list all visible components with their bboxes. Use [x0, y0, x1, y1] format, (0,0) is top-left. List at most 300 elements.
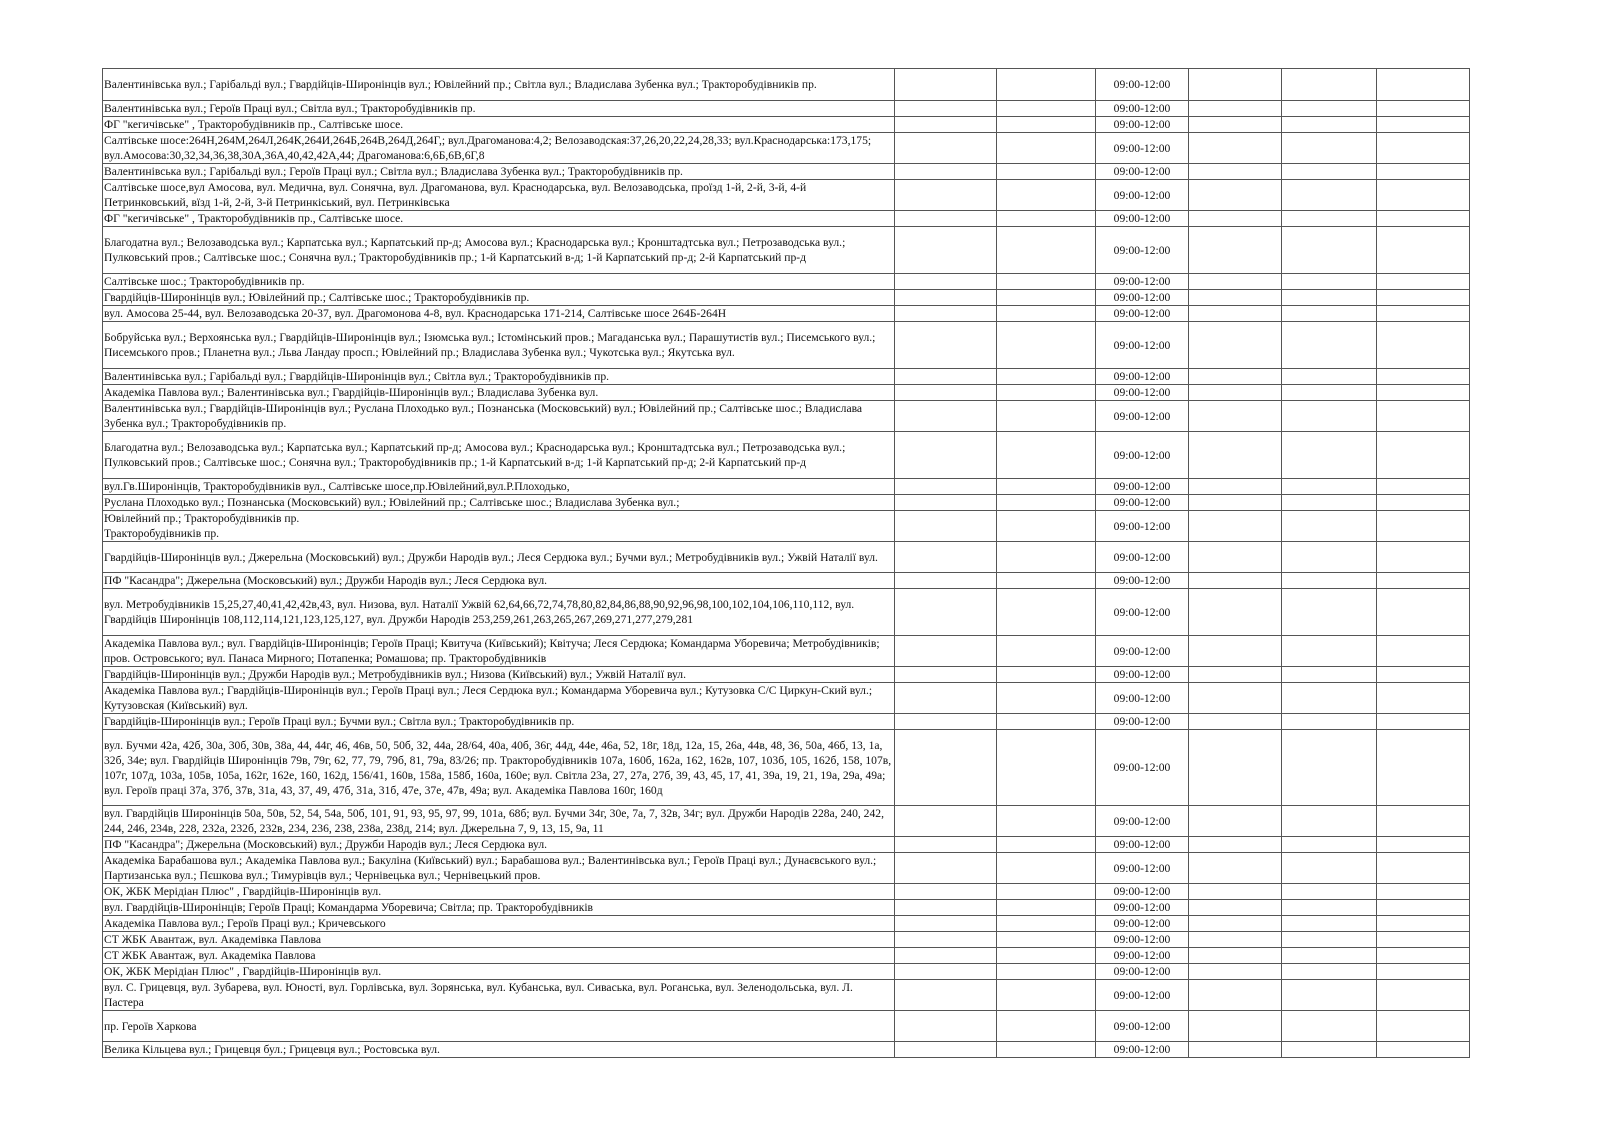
- table-body: [103, 69, 1470, 1058]
- empty-cell: [1189, 964, 1282, 980]
- empty-cell: [1189, 806, 1282, 837]
- empty-cell: [1377, 714, 1470, 730]
- empty-cell: [1377, 290, 1470, 306]
- address-cell: вул. Амосова 25-44, вул. Велозаводська 20-37, вул. Драгомонова 4-8, вул. Краснодарська 171-214, Салтівське шосе 264Б-264Н: [103, 306, 895, 322]
- empty-cell: [997, 369, 1096, 385]
- address-cell: Салтівське шосе:264Н,264М,264Л,264К,264И,264Б,264В,264Д,264Г,; вул.Драгоманова:4,2; Велозаводская:37,26,20,22,24,28,33; вул.Краснодарська:173,175; вул.Амосова:30,32,34,36,38,30А,36А,40,42,42А,44; Драгоманова:6,6Б,6В,6Г,8: [103, 133, 895, 164]
- empty-cell: [1189, 730, 1282, 806]
- empty-cell: [997, 479, 1096, 495]
- empty-cell: [1189, 980, 1282, 1011]
- empty-cell: [895, 211, 997, 227]
- empty-cell: [1189, 884, 1282, 900]
- empty-cell: [1377, 806, 1470, 837]
- empty-cell: [895, 932, 997, 948]
- address-cell: вул. С. Грицевця, вул. Зубарева, вул. Юності, вул. Горлівська, вул. Зорянська, вул. Кубанська, вул. Сиваська, вул. Роганська, вул. Зеленодольська, вул. Л. Пастера: [103, 980, 895, 1011]
- address-cell: вул. Гвардійців Широнінців 50а, 50в, 52, 54, 54а, 50б, 101, 91, 93, 95, 97, 99, 101а, 68б; вул. Бучми 34г, 30е, 7а, 7, 32в, 34г; вул. Дружби Народів 228а, 240, 242, 244, 246, 234в, 228, 232а, 232б, 232в, 234, 236, 238, 238а, 238д, 214; вул. Джерельна 7, 9, 13, 15, 9а, 11: [103, 806, 895, 837]
- empty-cell: [895, 884, 997, 900]
- address-cell: Валентинівська вул.; Героїв Праці вул.; Світла вул.; Тракторобудівників пр.: [103, 101, 895, 117]
- time-cell: 09:00-12:00: [1096, 667, 1189, 683]
- time-cell: 09:00-12:00: [1096, 164, 1189, 180]
- empty-cell: [1189, 636, 1282, 667]
- empty-cell: [1189, 511, 1282, 542]
- table-row: [103, 306, 1470, 322]
- empty-cell: [1189, 101, 1282, 117]
- time-cell: 09:00-12:00: [1096, 69, 1189, 101]
- empty-cell: [1189, 274, 1282, 290]
- time-cell: 09:00-12:00: [1096, 306, 1189, 322]
- empty-cell: [1377, 837, 1470, 853]
- time-cell: 09:00-12:00: [1096, 714, 1189, 730]
- address-cell: вул.Гв.Широнінців, Тракторобудівників вул., Салтівське шосе,пр.Ювілейний,вул.Р.Плоходько,: [103, 479, 895, 495]
- empty-cell: [1282, 101, 1377, 117]
- table-row: [103, 511, 1470, 542]
- table-row: [103, 1042, 1470, 1058]
- empty-cell: [895, 806, 997, 837]
- time-cell: 09:00-12:00: [1096, 274, 1189, 290]
- empty-cell: [1377, 432, 1470, 479]
- address-cell: Академіка Павлова вул.; Героїв Праці вул.; Кричевського: [103, 916, 895, 932]
- table-row: [103, 948, 1470, 964]
- empty-cell: [895, 837, 997, 853]
- address-cell: Гвардійців-Широнінців вул.; Героїв Праці вул.; Бучми вул.; Світла вул.; Тракторобудівників пр.: [103, 714, 895, 730]
- empty-cell: [1282, 884, 1377, 900]
- time-cell: 09:00-12:00: [1096, 730, 1189, 806]
- table-row: [103, 274, 1470, 290]
- time-cell: 09:00-12:00: [1096, 916, 1189, 932]
- empty-cell: [895, 180, 997, 211]
- time-cell: 09:00-12:00: [1096, 636, 1189, 667]
- time-cell: 09:00-12:00: [1096, 853, 1189, 884]
- table-row: [103, 211, 1470, 227]
- empty-cell: [997, 164, 1096, 180]
- empty-cell: [1377, 948, 1470, 964]
- time-cell: 09:00-12:00: [1096, 1011, 1189, 1042]
- empty-cell: [997, 542, 1096, 573]
- time-cell: 09:00-12:00: [1096, 806, 1189, 837]
- address-cell: пр. Героїв Харкова: [103, 1011, 895, 1042]
- empty-cell: [895, 101, 997, 117]
- empty-cell: [1282, 180, 1377, 211]
- empty-cell: [997, 636, 1096, 667]
- empty-cell: [895, 714, 997, 730]
- empty-cell: [1282, 636, 1377, 667]
- empty-cell: [1282, 730, 1377, 806]
- empty-cell: [1189, 853, 1282, 884]
- empty-cell: [1377, 211, 1470, 227]
- empty-cell: [1282, 227, 1377, 274]
- empty-cell: [997, 900, 1096, 916]
- address-cell: Руслана Плоходько вул.; Познанська (Московський) вул.; Ювілейний пр.; Салтівське шос.; Владислава Зубенка вул.;: [103, 495, 895, 511]
- empty-cell: [997, 101, 1096, 117]
- empty-cell: [895, 479, 997, 495]
- empty-cell: [997, 495, 1096, 511]
- empty-cell: [997, 714, 1096, 730]
- empty-cell: [1377, 573, 1470, 589]
- address-stack: [104, 511, 893, 541]
- empty-cell: [1282, 964, 1377, 980]
- empty-cell: [1189, 916, 1282, 932]
- empty-cell: [1189, 164, 1282, 180]
- empty-cell: [1282, 853, 1377, 884]
- empty-cell: [895, 133, 997, 164]
- empty-cell: [895, 980, 997, 1011]
- empty-cell: [1189, 322, 1282, 369]
- empty-cell: [895, 916, 997, 932]
- time-cell: 09:00-12:00: [1096, 683, 1189, 714]
- empty-cell: [1377, 589, 1470, 636]
- empty-cell: [1377, 1011, 1470, 1042]
- empty-cell: [1377, 164, 1470, 180]
- empty-cell: [1377, 900, 1470, 916]
- empty-cell: [1189, 948, 1282, 964]
- table-row: [103, 69, 1470, 101]
- empty-cell: [1282, 322, 1377, 369]
- empty-cell: [1189, 133, 1282, 164]
- empty-cell: [997, 884, 1096, 900]
- address-cell: Валентинівська вул.; Гвардійців-Широнінців вул.; Руслана Плоходько вул.; Познанська (Московський) вул.; Ювілейний пр.; Салтівське шос.; Владислава Зубенка вул.; Тракторобудівників пр.: [103, 401, 895, 432]
- address-cell: Академіка Павлова вул.; Гвардійців-Широнінців вул.; Героїв Праці вул.; Леся Сердюка вул.; Командарма Уборевича вул.; Кутузовка С/С Циркун-Ский вул.; Кутузовская (Київський) вул.: [103, 683, 895, 714]
- table-row: [103, 133, 1470, 164]
- empty-cell: [1377, 180, 1470, 211]
- empty-cell: [997, 806, 1096, 837]
- address-cell: Академіка Барабашова вул.; Академіка Павлова вул.; Бакуліна (Київський) вул.; Барабашова вул.; Валентинівська вул.; Героїв Праці вул.; Дунаєвського вул.; Партизанська вул.; Пєшкова вул.; Тимурівців вул.; Чернівецька вул.; Чернівецький пров.: [103, 853, 895, 884]
- address-cell: Гвардійців-Широнінців вул.; Дружби Народів вул.; Метробудівників вул.; Низова (Київський) вул.; Ужвій Наталії вул.: [103, 667, 895, 683]
- time-cell: 09:00-12:00: [1096, 900, 1189, 916]
- empty-cell: [997, 117, 1096, 133]
- empty-cell: [1282, 511, 1377, 542]
- table-row: [103, 117, 1470, 133]
- empty-cell: [1189, 211, 1282, 227]
- empty-cell: [1282, 837, 1377, 853]
- time-cell: 09:00-12:00: [1096, 401, 1189, 432]
- empty-cell: [1282, 916, 1377, 932]
- address-cell: Гвардійців-Широнінців вул.; Ювілейний пр.; Салтівське шос.; Тракторобудівників пр.: [103, 290, 895, 306]
- empty-cell: [997, 1011, 1096, 1042]
- empty-cell: [1282, 385, 1377, 401]
- time-cell: 09:00-12:00: [1096, 837, 1189, 853]
- empty-cell: [1377, 369, 1470, 385]
- empty-cell: [895, 636, 997, 667]
- empty-cell: [997, 948, 1096, 964]
- table-row: [103, 542, 1470, 573]
- empty-cell: [1377, 636, 1470, 667]
- empty-cell: [1189, 479, 1282, 495]
- table-row: [103, 964, 1470, 980]
- address-cell: вул. Гвардійців-Широнінців; Героїв Праці; Командарма Уборевича; Світла; пр. Тракторобудівників: [103, 900, 895, 916]
- empty-cell: [1377, 385, 1470, 401]
- empty-cell: [1377, 730, 1470, 806]
- empty-cell: [895, 306, 997, 322]
- empty-cell: [895, 432, 997, 479]
- empty-cell: [895, 964, 997, 980]
- empty-cell: [1282, 117, 1377, 133]
- empty-cell: [1282, 1011, 1377, 1042]
- empty-cell: [1189, 667, 1282, 683]
- table-row: [103, 683, 1470, 714]
- address-cell: СТ ЖБК Авантаж, вул. Академівка Павлова: [103, 932, 895, 948]
- empty-cell: [1189, 227, 1282, 274]
- empty-cell: [895, 290, 997, 306]
- address-cell: Велика Кільцева вул.; Грицевця бул.; Грицевця вул.; Ростовська вул.: [103, 1042, 895, 1058]
- empty-cell: [1189, 1042, 1282, 1058]
- empty-cell: [997, 306, 1096, 322]
- time-cell: 09:00-12:00: [1096, 180, 1189, 211]
- address-cell: ОК, ЖБК Мерідіан Плюс" , Гвардійців-Широнінців вул.: [103, 964, 895, 980]
- time-cell: 09:00-12:00: [1096, 495, 1189, 511]
- time-cell: 09:00-12:00: [1096, 1042, 1189, 1058]
- empty-cell: [1377, 511, 1470, 542]
- empty-cell: [1282, 133, 1377, 164]
- empty-cell: [895, 369, 997, 385]
- empty-cell: [1282, 369, 1377, 385]
- empty-cell: [997, 683, 1096, 714]
- time-cell: 09:00-12:00: [1096, 322, 1189, 369]
- empty-cell: [895, 511, 997, 542]
- time-cell: 09:00-12:00: [1096, 511, 1189, 542]
- empty-cell: [997, 980, 1096, 1011]
- table-row: [103, 369, 1470, 385]
- table-row: [103, 916, 1470, 932]
- empty-cell: [1189, 401, 1282, 432]
- address-cell: Валентинівська вул.; Гарібальді вул.; Гвардійців-Широнінців вул.; Ювілейний пр.; Світла вул.; Владислава Зубенка вул.; Тракторобудівників пр.: [103, 69, 895, 101]
- table-row: [103, 322, 1470, 369]
- address-cell: ПФ "Касандра"; Джерельна (Московський) вул.; Дружби Народів вул.; Леся Сердюка вул.: [103, 837, 895, 853]
- empty-cell: [1282, 542, 1377, 573]
- address-cell: Бобруйська вул.; Верхоянська вул.; Гвардійців-Широнінців вул.; Ізюмська вул.; Істомінський пров.; Магаданська вул.; Парашутистів вул.; Писемського вул.; Писемського пров.; Планетна вул.; Льва Ландау просп.; Ювілейний пр.; Владислава Зубенка вул.; Чукотська вул.; Якутська вул.: [103, 322, 895, 369]
- time-cell: 09:00-12:00: [1096, 884, 1189, 900]
- empty-cell: [997, 511, 1096, 542]
- time-cell: 09:00-12:00: [1096, 432, 1189, 479]
- empty-cell: [1282, 667, 1377, 683]
- empty-cell: [997, 385, 1096, 401]
- empty-cell: [997, 964, 1096, 980]
- empty-cell: [1282, 495, 1377, 511]
- empty-cell: [997, 401, 1096, 432]
- empty-cell: [1282, 1042, 1377, 1058]
- empty-cell: [1282, 211, 1377, 227]
- empty-cell: [1189, 385, 1282, 401]
- address-cell: Гвардійців-Широнінців вул.; Джерельна (Московський) вул.; Дружби Народів вул.; Леся Сердюка вул.; Бучми вул.; Метробудівників вул.; Ужвій Наталії вул.: [103, 542, 895, 573]
- empty-cell: [997, 133, 1096, 164]
- empty-cell: [1377, 306, 1470, 322]
- empty-cell: [1189, 542, 1282, 573]
- empty-cell: [997, 667, 1096, 683]
- time-cell: 09:00-12:00: [1096, 980, 1189, 1011]
- time-cell: 09:00-12:00: [1096, 211, 1189, 227]
- empty-cell: [1189, 714, 1282, 730]
- table-row: [103, 853, 1470, 884]
- table-row: [103, 573, 1470, 589]
- time-cell: 09:00-12:00: [1096, 101, 1189, 117]
- empty-cell: [1282, 69, 1377, 101]
- empty-cell: [1282, 306, 1377, 322]
- address-text: Ювілейний пр.; Тракторобудівників пр.: [104, 512, 300, 525]
- time-cell: 09:00-12:00: [1096, 369, 1189, 385]
- empty-cell: [997, 916, 1096, 932]
- empty-cell: [1189, 69, 1282, 101]
- empty-cell: [1189, 290, 1282, 306]
- empty-cell: [1377, 495, 1470, 511]
- empty-cell: [997, 180, 1096, 211]
- table-row: [103, 164, 1470, 180]
- time-cell: 09:00-12:00: [1096, 290, 1189, 306]
- empty-cell: [1377, 322, 1470, 369]
- address-cell: Валентинівська вул.; Гарібальді вул.; Героїв Праці вул.; Світла вул.; Владислава Зубенка вул.; Тракторобудівників пр.: [103, 164, 895, 180]
- address-cell: Салтівське шосе,вул Амосова, вул. Медична, вул. Сонячна, вул. Драгоманова, вул. Краснодарська, вул. Велозаводська, проїзд 1-й, 2-й, 3-й, 4-й Петринковський, вїзд 1-й, 2-й, 3-й Петринкіський, вул. Петринківська: [103, 180, 895, 211]
- empty-cell: [1377, 964, 1470, 980]
- empty-cell: [1189, 683, 1282, 714]
- outage-schedule-table: [102, 68, 1470, 1058]
- empty-cell: [1377, 683, 1470, 714]
- empty-cell: [895, 542, 997, 573]
- empty-cell: [895, 1011, 997, 1042]
- empty-cell: [1282, 401, 1377, 432]
- address-cell: вул. Метробудівників 15,25,27,40,41,42,42в,43, вул. Низова, вул. Наталії Ужвій 62,64,66,72,74,78,80,82,84,86,88,90,92,96,98,100,102,104,106,110,112, вул. Гвардійців Широнінців 108,112,114,121,123,125,127, вул. Дружби Народів 253,259,261,263,265,267,269,271,277,279,281: [103, 589, 895, 636]
- time-cell: 09:00-12:00: [1096, 227, 1189, 274]
- empty-cell: [895, 667, 997, 683]
- empty-cell: [1189, 369, 1282, 385]
- empty-cell: [1282, 900, 1377, 916]
- empty-cell: [1377, 227, 1470, 274]
- empty-cell: [895, 227, 997, 274]
- empty-cell: [895, 853, 997, 884]
- table-row: [103, 495, 1470, 511]
- empty-cell: [1377, 274, 1470, 290]
- address-cell: Благодатна вул.; Велозаводська вул.; Карпатська вул.; Карпатський пр-д; Амосова вул.; Краснодарська вул.; Кронштадтська вул.; Петрозаводська вул.; Пулковський пров.; Салтівське шос.; Сонячна вул.; Тракторобудівників пр.; 1-й Карпатський в-д; 1-й Карпатський пр-д; 2-й Карпатський пр-д: [103, 432, 895, 479]
- time-cell: 09:00-12:00: [1096, 573, 1189, 589]
- empty-cell: [1282, 274, 1377, 290]
- address-cell: ФГ "кегичівське" , Тракторобудівників пр., Салтівське шосе.: [103, 117, 895, 133]
- table-row: [103, 884, 1470, 900]
- empty-cell: [895, 117, 997, 133]
- empty-cell: [895, 589, 997, 636]
- empty-cell: [1377, 667, 1470, 683]
- empty-cell: [997, 573, 1096, 589]
- table-row: [103, 290, 1470, 306]
- empty-cell: [1377, 542, 1470, 573]
- empty-cell: [895, 495, 997, 511]
- empty-cell: [895, 683, 997, 714]
- empty-cell: [1282, 806, 1377, 837]
- empty-cell: [1377, 932, 1470, 948]
- empty-cell: [1282, 479, 1377, 495]
- table-row: [103, 980, 1470, 1011]
- table-row: [103, 714, 1470, 730]
- empty-cell: [895, 385, 997, 401]
- empty-cell: [895, 948, 997, 964]
- empty-cell: [1377, 916, 1470, 932]
- empty-cell: [895, 730, 997, 806]
- table-row: [103, 589, 1470, 636]
- time-cell: 09:00-12:00: [1096, 932, 1189, 948]
- table-row: [103, 227, 1470, 274]
- empty-cell: [997, 837, 1096, 853]
- empty-cell: [1282, 589, 1377, 636]
- address-cell: Валентинівська вул.; Гарібальді вул.; Гвардійців-Широнінців вул.; Світла вул.; Тракторобудівників пр.: [103, 369, 895, 385]
- empty-cell: [997, 730, 1096, 806]
- empty-cell: [997, 932, 1096, 948]
- table-row: [103, 101, 1470, 117]
- empty-cell: [997, 589, 1096, 636]
- time-cell: 09:00-12:00: [1096, 385, 1189, 401]
- empty-cell: [1282, 164, 1377, 180]
- empty-cell: [1377, 980, 1470, 1011]
- empty-cell: [997, 853, 1096, 884]
- empty-cell: [895, 573, 997, 589]
- time-cell: 09:00-12:00: [1096, 948, 1189, 964]
- time-cell: 09:00-12:00: [1096, 479, 1189, 495]
- table-row: [103, 636, 1470, 667]
- empty-cell: [1189, 589, 1282, 636]
- empty-cell: [997, 274, 1096, 290]
- address-cell: [103, 511, 895, 542]
- empty-cell: [1282, 290, 1377, 306]
- empty-cell: [997, 227, 1096, 274]
- address-cell: ФГ "кегичівське" , Тракторобудівників пр., Салтівське шосе.: [103, 211, 895, 227]
- table-row: [103, 401, 1470, 432]
- address-cell: Академіка Павлова вул.; вул. Гвардійців-Широнінців; Героїв Праці; Квитуча (Київський); Квітуча; Леся Сердюка; Командарма Уборевича; Метробудівників; пров. Островського; вул. Панаса Мирного; Потапенка; Ромашова; пр. Тракторобудівників: [103, 636, 895, 667]
- empty-cell: [895, 401, 997, 432]
- empty-cell: [1189, 932, 1282, 948]
- time-cell: 09:00-12:00: [1096, 589, 1189, 636]
- empty-cell: [1377, 479, 1470, 495]
- empty-cell: [1189, 432, 1282, 479]
- empty-cell: [1377, 133, 1470, 164]
- empty-cell: [1282, 573, 1377, 589]
- empty-cell: [1189, 573, 1282, 589]
- address-cell: вул. Бучми 42а, 42б, 30а, 30б, 30в, 38а, 44, 44г, 46, 46в, 50, 50б, 32, 44а, 28/64, 40а, 40б, 36г, 44д, 44е, 46а, 52, 18г, 18д, 12а, 15, 26а, 44в, 48, 36, 50а, 46б, 13, 1а, 32б, 34е; вул. Гвардійців Широнінців 79в, 79г, 62, 77, 79, 79б, 81, 79а, 83/26; пр. Тракторобудівників 107а, 160б, 162а, 162, 162в, 107, 103б, 105, 162б, 158, 107в, 107г, 107д, 103а, 105в, 105а, 162г, 162е, 160, 162д, 156/41, 160в, 158а, 158б, 160а, 160е; вул. Світла 23а, 27, 27а, 27б, 39, 43, 45, 17, 41, 39а, 19, 21, 19а, 29а, 49а; вул. Героїв праці 37а, 37б, 37в, 31а, 43, 37, 49, 47б, 31а, 31б, 47е, 37е, 47в, 49а; вул. Академіка Павлова 160г, 160д: [103, 730, 895, 806]
- table-row: [103, 667, 1470, 683]
- empty-cell: [997, 69, 1096, 101]
- table-row: [103, 806, 1470, 837]
- empty-cell: [1282, 948, 1377, 964]
- empty-cell: [895, 274, 997, 290]
- empty-cell: [1377, 401, 1470, 432]
- table-row: [103, 180, 1470, 211]
- address-cell: Салтівське шос.; Тракторобудівників пр.: [103, 274, 895, 290]
- empty-cell: [1189, 1011, 1282, 1042]
- table-row: [103, 1011, 1470, 1042]
- empty-cell: [1189, 180, 1282, 211]
- address-cell: ПФ "Касандра"; Джерельна (Московський) вул.; Дружби Народів вул.; Леся Сердюка вул.: [103, 573, 895, 589]
- empty-cell: [1377, 884, 1470, 900]
- empty-cell: [895, 164, 997, 180]
- table-row: [103, 730, 1470, 806]
- address-overlap-text: Тракторобудівників пр.: [104, 527, 220, 540]
- empty-cell: [1189, 837, 1282, 853]
- empty-cell: [997, 211, 1096, 227]
- empty-cell: [1282, 932, 1377, 948]
- empty-cell: [1377, 1042, 1470, 1058]
- empty-cell: [997, 290, 1096, 306]
- empty-cell: [895, 322, 997, 369]
- time-cell: 09:00-12:00: [1096, 542, 1189, 573]
- empty-cell: [1377, 69, 1470, 101]
- empty-cell: [1282, 714, 1377, 730]
- empty-cell: [1189, 495, 1282, 511]
- empty-cell: [1377, 853, 1470, 884]
- table-row: [103, 385, 1470, 401]
- empty-cell: [1189, 117, 1282, 133]
- time-cell: 09:00-12:00: [1096, 133, 1189, 164]
- table-row: [103, 432, 1470, 479]
- empty-cell: [1282, 683, 1377, 714]
- empty-cell: [895, 69, 997, 101]
- address-cell: Академіка Павлова вул.; Валентинівська вул.; Гвардійців-Широнінців вул.; Владислава Зубенка вул.: [103, 385, 895, 401]
- empty-cell: [1282, 432, 1377, 479]
- empty-cell: [1189, 306, 1282, 322]
- address-cell: ОК, ЖБК Мерідіан Плюс" , Гвардійців-Широнінців вул.: [103, 884, 895, 900]
